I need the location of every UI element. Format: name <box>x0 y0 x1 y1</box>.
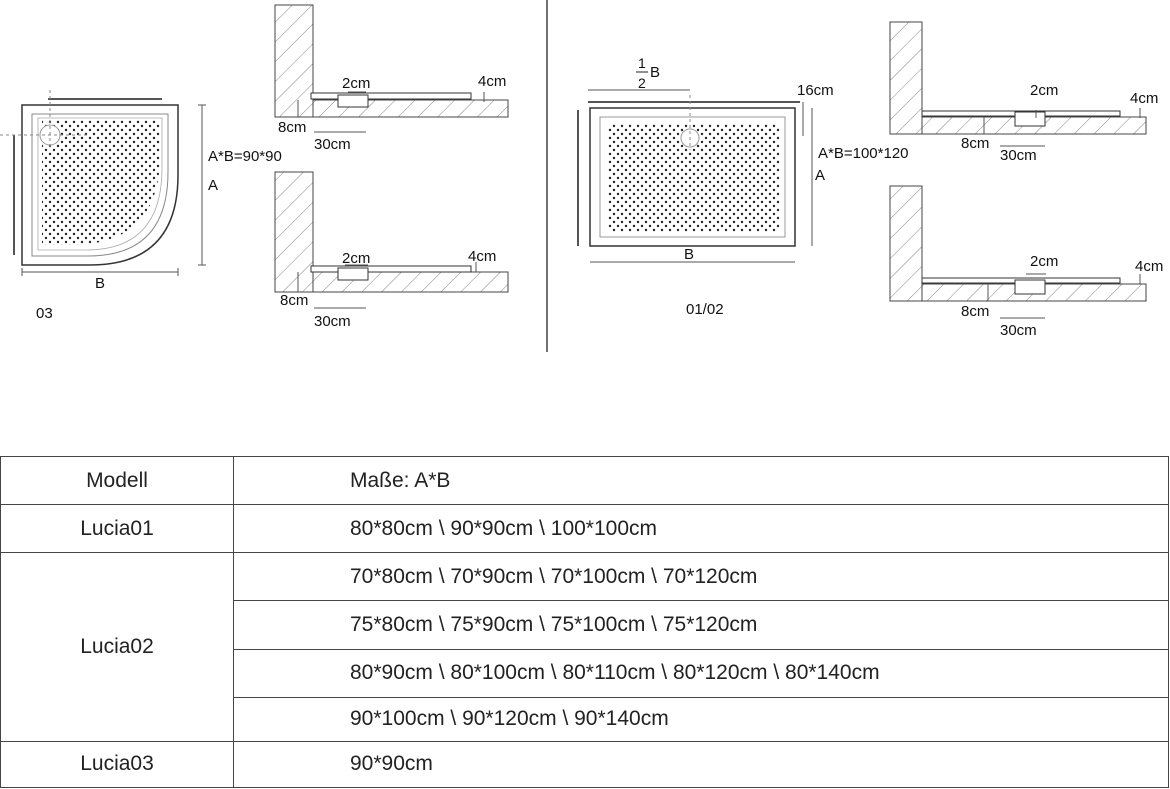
table-row <box>1 741 1169 787</box>
model-cell: Lucia02 <box>1 553 234 742</box>
rect-model-code: 01/02 <box>686 301 724 318</box>
corner-section-bottom <box>275 172 508 308</box>
rect-section-top <box>890 22 1146 146</box>
corner-bottom-drain: 30cm <box>314 313 351 330</box>
rect-edge: 16cm <box>797 82 834 99</box>
rect-bottom-flange: 2cm <box>1030 253 1059 270</box>
size-cell: 90*100cm \ 90*120cm \ 90*140cm <box>234 697 1169 741</box>
corner-size-label: A*B=90*90 <box>208 148 282 165</box>
technical-drawing <box>0 0 1170 360</box>
corner-section-top <box>275 5 508 132</box>
table-header-row <box>1 457 1169 505</box>
header-size: Maße: A*B <box>234 457 1169 505</box>
corner-top-depth: 8cm <box>278 119 307 136</box>
corner-top-flange: 2cm <box>342 75 371 92</box>
rect-top-drain: 30cm <box>1000 147 1037 164</box>
size-cell: 90*90cm <box>234 741 1169 787</box>
rect-bottom-depth: 8cm <box>961 303 990 320</box>
rect-top-rim: 4cm <box>1130 90 1159 107</box>
size-cell: 80*90cm \ 80*100cm \ 80*110cm \ 80*120cm \ 80*140cm <box>234 649 1169 697</box>
model-cell: Lucia03 <box>1 741 234 787</box>
corner-top-drain: 30cm <box>314 136 351 153</box>
table-row <box>1 553 1169 601</box>
corner-model-code: 03 <box>36 305 53 322</box>
corner-top-rim: 4cm <box>478 73 507 90</box>
rect-bottom-drain: 30cm <box>1000 322 1037 339</box>
corner-bottom-flange: 2cm <box>342 250 371 267</box>
corner-tray-plan <box>0 90 206 276</box>
size-cell: 80*80cm \ 90*90cm \ 100*100cm <box>234 505 1169 553</box>
rect-tray-plan <box>578 90 812 262</box>
rect-top-depth: 8cm <box>961 135 990 152</box>
corner-dim-b: B <box>95 275 106 292</box>
rect-half-b: B <box>650 64 661 81</box>
rect-size-label: A*B=100*120 <box>818 145 909 162</box>
corner-bottom-depth: 8cm <box>280 292 309 309</box>
corner-bottom-rim: 4cm <box>468 248 497 265</box>
size-cell: 70*80cm \ 70*90cm \ 70*100cm \ 70*120cm <box>234 553 1169 601</box>
rect-half-den: 2 <box>638 75 646 91</box>
rect-half-num: 1 <box>638 55 646 71</box>
size-cell: 75*80cm \ 75*90cm \ 75*100cm \ 75*120cm <box>234 601 1169 649</box>
rect-bottom-rim: 4cm <box>1135 258 1164 275</box>
size-table <box>0 456 1169 788</box>
rect-dim-a: A <box>815 167 826 184</box>
rect-section-bottom <box>890 186 1146 318</box>
table-row <box>1 505 1169 553</box>
rect-top-flange: 2cm <box>1030 82 1059 99</box>
rect-dim-b: B <box>684 246 695 263</box>
header-model: Modell <box>1 457 234 505</box>
corner-dim-a: A <box>208 177 219 194</box>
model-cell: Lucia01 <box>1 505 234 553</box>
